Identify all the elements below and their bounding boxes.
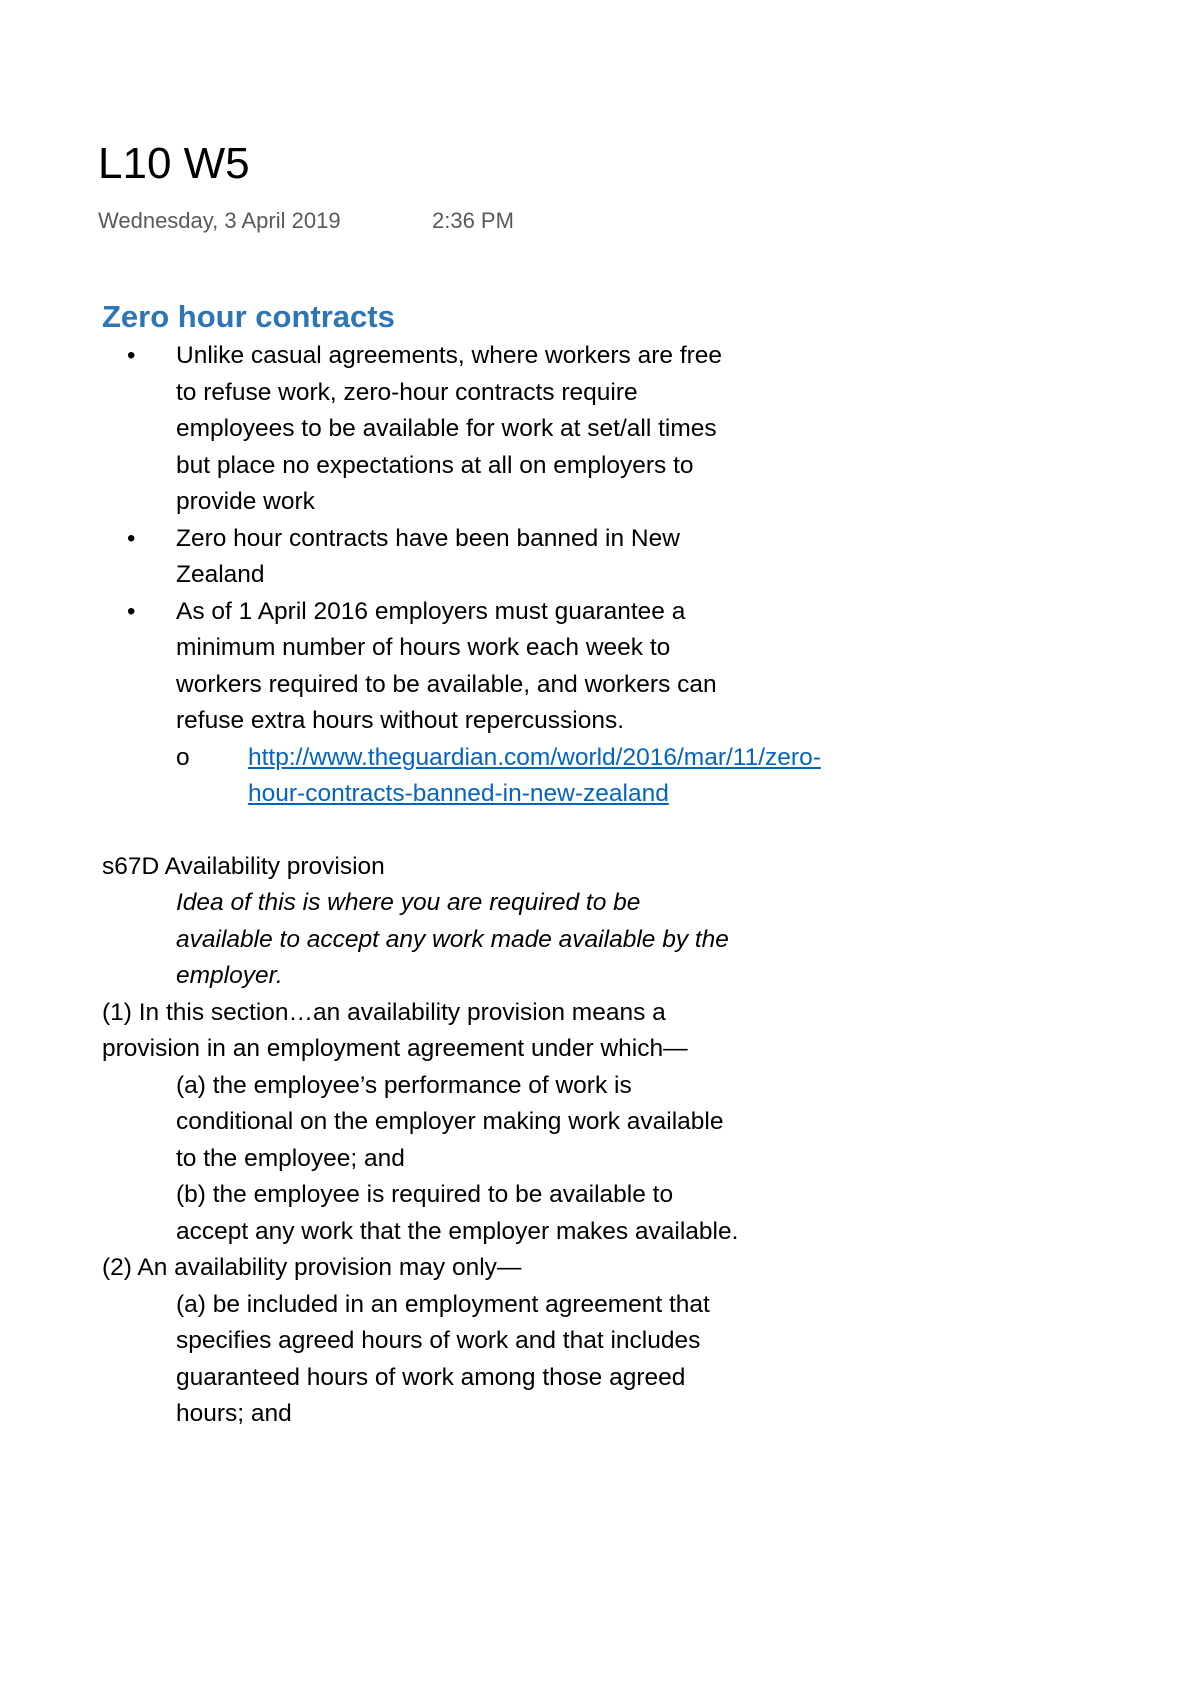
bullet-icon: • bbox=[127, 524, 136, 552]
clause-2a: (a) be included in an employment agreement that specifies agreed hours of work and that includes guaranteed hours of work among those agreed hours; and bbox=[176, 1290, 710, 1427]
spacer bbox=[102, 813, 742, 849]
clause-1b: (b) the employee is required to be available to accept any work that the employer makes available. bbox=[176, 1181, 739, 1245]
idea-note: Idea of this is where you are required to be available to accept any work made available by the employer. bbox=[176, 889, 729, 989]
bullet-list bbox=[102, 338, 821, 813]
sub-list bbox=[176, 740, 821, 813]
page-time: 2:36 PM bbox=[432, 208, 514, 233]
list-item bbox=[102, 338, 742, 521]
bullet-text: As of 1 April 2016 employers must guarantee a minimum number of hours work each week to workers required to be available, and workers can refuse extra hours without repercussions. bbox=[176, 597, 717, 734]
bullet-icon: • bbox=[127, 597, 136, 625]
list-item bbox=[102, 594, 821, 813]
page-cutoff-mask bbox=[0, 1585, 1200, 1698]
clause-1: (1) In this section…an availability provision means a provision in an employment agreement under which— bbox=[102, 998, 688, 1062]
section-heading-zero-hour: Zero hour contracts bbox=[102, 299, 395, 334]
page-title: L10 W5 bbox=[98, 139, 250, 188]
note-body bbox=[102, 296, 821, 1433]
sub-list-item bbox=[176, 740, 821, 813]
list-item bbox=[102, 521, 742, 594]
bullet-icon: • bbox=[127, 342, 136, 369]
clause-2: (2) An availability provision may only— bbox=[102, 1254, 522, 1281]
bullet-text: Zero hour contracts have been banned in New Zealand bbox=[176, 524, 680, 588]
guardian-article-link[interactable]: http://www.theguardian.com/world/2016/mar/11/zero-hour-contracts-banned-in-new-zealand bbox=[248, 743, 821, 807]
circle-bullet-icon: o bbox=[176, 743, 190, 771]
clause-1a: (a) the employee’s performance of work is conditional on the employer making work available to the employee; and bbox=[176, 1071, 724, 1172]
bullet-text: Unlike casual agreements, where workers are free to refuse work, zero-hour contracts require employees to be available for work at set/all times but place no expectations at all on employers to provide work bbox=[176, 342, 723, 515]
page-date: Wednesday, 3 April 2019 bbox=[98, 208, 341, 233]
section-heading-availability: s67D Availability provision bbox=[102, 852, 385, 880]
